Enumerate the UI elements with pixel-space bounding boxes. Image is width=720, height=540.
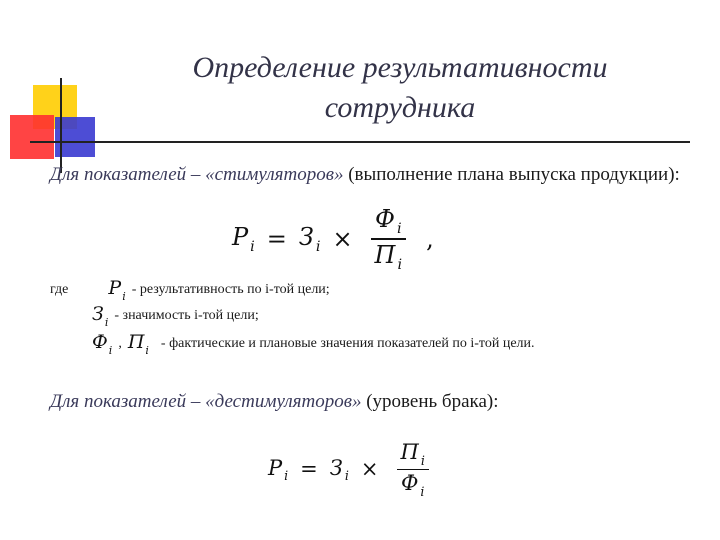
definition-f-pi [92, 331, 535, 357]
symbol-separator: , [118, 336, 122, 351]
formula1-times: × [332, 225, 353, 254]
formula1-denominator: П $_i$ [374, 240, 403, 274]
p-symbol: $P_i$ [108, 277, 126, 303]
f-pi-description: - фактические и плановые значения показателей по i-той цели. [160, 336, 535, 351]
formula2-z: З $_i$ [329, 455, 349, 484]
formula-destimulators [268, 440, 435, 499]
formula1-comma: , [426, 225, 434, 254]
title-line-2: сотрудника [324, 91, 476, 124]
formula2-equals: = [300, 457, 318, 482]
formula1-lhs: P $_i$ [232, 222, 255, 256]
formula1-fraction [371, 205, 407, 273]
formula1-z: З $_i$ [298, 222, 321, 256]
destimulators-paragraph [50, 390, 700, 414]
f-symbol: $Ф_i$ [92, 331, 113, 357]
z-symbol: $З_i$ [92, 303, 109, 329]
definition-p [50, 277, 330, 303]
decor-vertical-line [60, 78, 62, 173]
formula2-denominator: Ф $_i$ [400, 471, 425, 499]
formula1-numerator: Ф $_i$ [375, 205, 402, 238]
formula2-numerator: П $_i$ [400, 440, 425, 468]
p-description: - результативность по i-той цели; [131, 282, 330, 297]
stimulators-paragraph [28, 163, 708, 187]
stimulators-rest: (выполнение плана выпуска продукции): [343, 164, 680, 185]
destimulators-rest: (уровень брака): [361, 391, 499, 412]
formula2-fraction [397, 440, 429, 499]
title-line-1: Определение результативности [192, 51, 608, 84]
title-divider-line [30, 141, 690, 143]
decor-red-square [10, 115, 54, 159]
pi-symbol: $П_i$ [127, 331, 149, 357]
formula1-equals: = [266, 225, 287, 254]
destimulators-lead: Для показателей – «дестимуляторов» [50, 391, 362, 412]
where-label: где [50, 282, 69, 297]
slide-title [100, 48, 700, 128]
stimulators-lead: Для показателей – «стимуляторов» [50, 164, 344, 185]
z-description: - значимость i-той цели; [114, 308, 259, 323]
formula-stimulators [232, 205, 434, 273]
definition-z [92, 303, 259, 329]
formula2-times: × [360, 457, 379, 482]
formula2-lhs: P $_i$ [268, 455, 289, 484]
